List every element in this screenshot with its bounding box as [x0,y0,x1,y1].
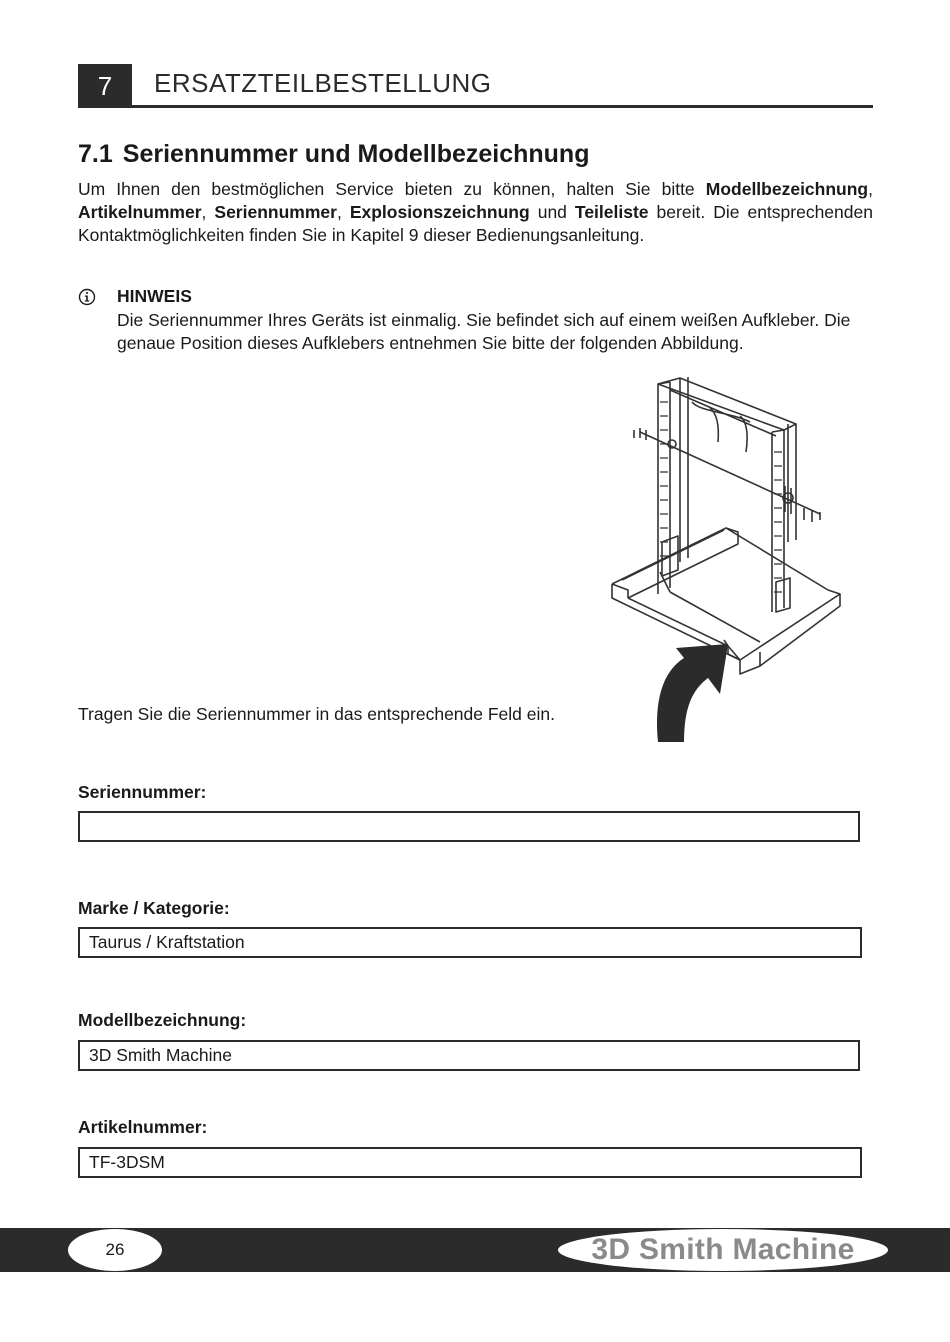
intro-bold-explosion: Explosionszeichnung [349,202,530,222]
chapter-divider [78,105,873,108]
section-heading [78,140,589,169]
article-label: Artikelnummer: [78,1117,208,1137]
intro-text: , [868,179,873,199]
chapter-number: 7 [78,64,132,108]
section-title: Seriennummer und Modellbezeichnung [122,140,590,168]
smith-machine-illustration [600,372,860,744]
brand-field[interactable]: Taurus / Kraftstation [78,927,862,958]
arrow-pointer [657,644,728,742]
instruction-text: Tragen Sie die Seriennummer in das entsprechende Feld ein. [78,704,555,724]
intro-text: , [336,202,350,222]
serial-field[interactable] [78,811,860,842]
page-number: 26 [68,1229,162,1271]
footer-brand: 3D Smith Machine [558,1229,888,1271]
brand-label: Marke / Kategorie: [78,898,230,918]
intro-text: und [529,202,575,222]
intro-text: bereit. Die entsprechenden Kontaktmöglichkeiten finden Sie in Kapitel 9 dieser Bedienungsanleitung. [78,202,873,245]
info-icon [78,288,96,306]
intro-text: , [201,202,215,222]
section-number: 7.1 [78,140,113,168]
chapter-title: ERSATZTEILBESTELLUNG [154,68,492,98]
intro-bold-article: Artikelnummer [78,202,202,222]
article-field[interactable]: TF-3DSM [78,1147,862,1178]
serial-label: Seriennummer: [78,782,207,802]
model-field[interactable]: 3D Smith Machine [78,1040,860,1071]
note-body: Die Seriennummer Ihres Geräts ist einmalig. Sie befindet sich auf einem weißen Aufkleber. Die genaue Position dieses Aufklebers entnehmen Sie bitte der folgenden Abbildung. [117,310,851,353]
model-label: Modellbezeichnung: [78,1010,247,1030]
intro-bold-model: Modellbezeichnung [705,179,869,199]
note-title: HINWEIS [117,286,192,306]
intro-bold-partslist: Teileliste [574,202,649,222]
intro-text: Um Ihnen den bestmöglichen Service bieten zu können, halten Sie bitte [78,179,706,199]
intro-paragraph [78,178,873,247]
intro-bold-serial: Seriennummer [214,202,337,222]
